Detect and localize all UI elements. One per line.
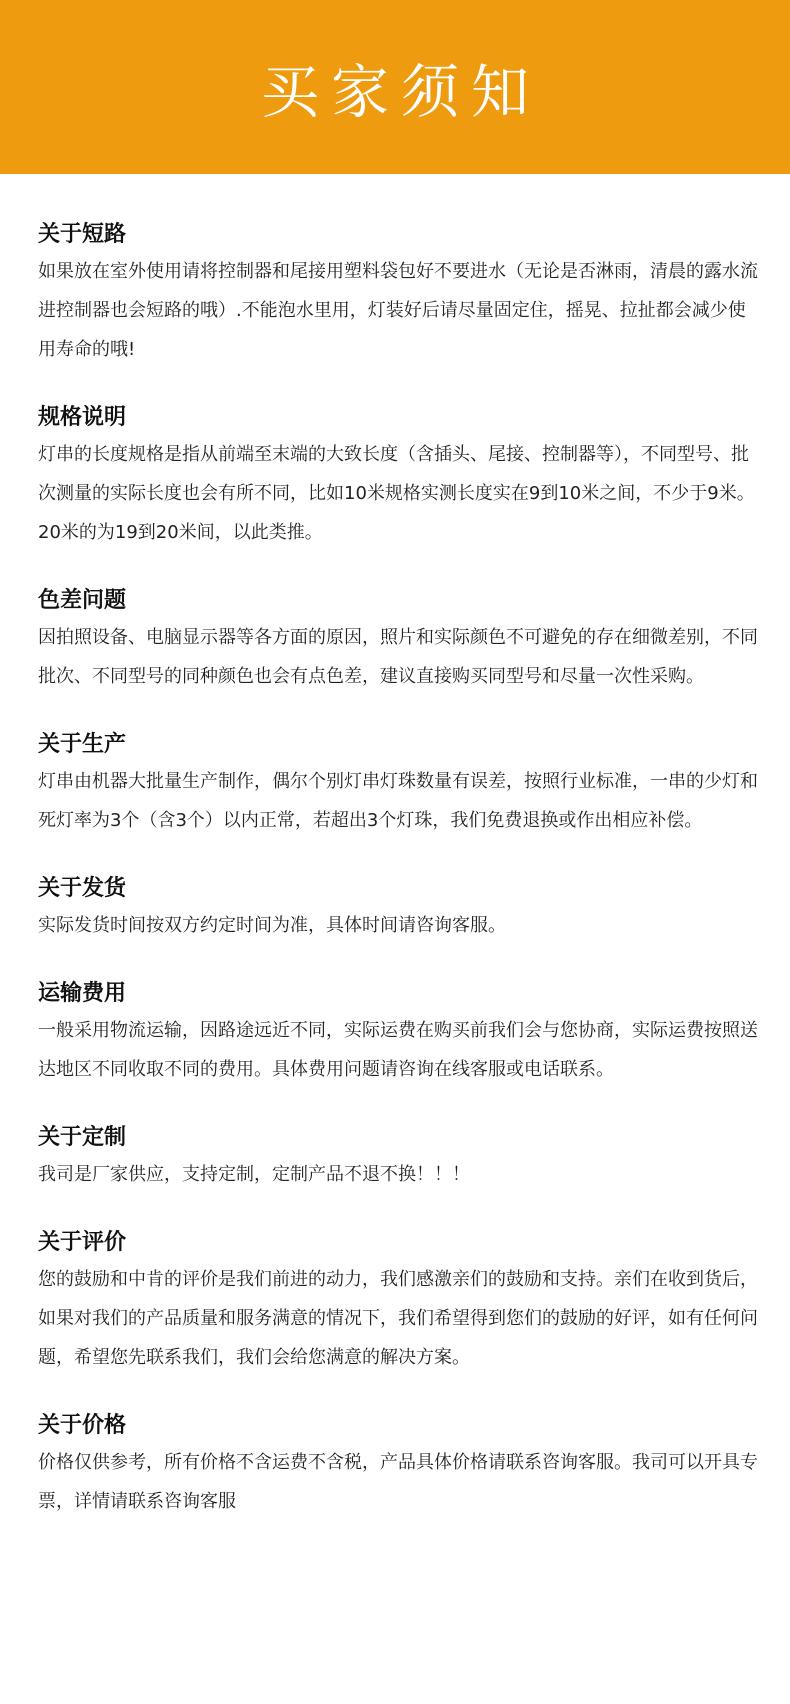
section-body: 您的鼓励和中肯的评价是我们前进的动力，我们感激亲们的鼓励和支持。亲们在收到货后，如果对我们的产品质量和服务满意的情况下，我们希望得到您们的鼓励的好评，如有任何问题，希望您先联系我们，我们会给您满意的解决方案。 [38, 1269, 758, 1368]
section-body: 灯串由机器大批量生产制作，偶尔个别灯串灯珠数量有误差，按照行业标准，一串的少灯和死灯率为3个（含3个）以内正常，若超出3个灯珠，我们免费退换或作出相应补偿。 [38, 771, 758, 831]
section-body: 灯串的长度规格是指从前端至末端的大致长度（含插头、尾接、控制器等），不同型号、批次测量的实际长度也会有所不同，比如10米规格实测长度实在9到10米之间，不少于9米。20米的为19到20米间，以此类推。 [38, 444, 755, 543]
header-banner [0, 0, 790, 174]
section-title: 关于生产 [38, 732, 127, 757]
section-freight [38, 979, 758, 1089]
section-customization [38, 1123, 758, 1194]
section-reviews [38, 1228, 758, 1377]
section-title: 关于发货 [38, 876, 127, 901]
section-price [38, 1411, 758, 1521]
section-title: 关于定制 [38, 1125, 127, 1150]
section-title: 色差问题 [38, 588, 127, 613]
section-body: 价格仅供参考，所有价格不含运费不含税，产品具体价格请联系咨询客服。我司可以开具专票，详情请联系咨询客服 [38, 1452, 758, 1512]
section-specification [38, 403, 758, 552]
section-title: 运输费用 [38, 981, 127, 1006]
section-title: 关于评价 [38, 1230, 127, 1255]
section-body: 我司是厂家供应，支持定制，定制产品不退不换！！！ [38, 1164, 470, 1185]
section-title: 规格说明 [38, 405, 127, 430]
section-body: 实际发货时间按双方约定时间为准，具体时间请咨询客服。 [38, 915, 506, 936]
section-body: 如果放在室外使用请将控制器和尾接用塑料袋包好不要进水（无论是否淋雨，清晨的露水流进控制器也会短路的哦）.不能泡水里用，灯装好后请尽量固定住，摇晃、拉扯都会减少使用寿命的哦! [38, 261, 758, 360]
section-short-circuit [38, 220, 758, 369]
section-shipping [38, 874, 758, 945]
section-production [38, 730, 758, 840]
notice-content [38, 220, 758, 1555]
section-body: 一般采用物流运输，因路途远近不同，实际运费在购买前我们会与您协商，实际运费按照送达地区不同收取不同的费用。具体费用问题请咨询在线客服或电话联系。 [38, 1020, 758, 1080]
section-color-difference [38, 586, 758, 696]
section-body: 因拍照设备、电脑显示器等各方面的原因，照片和实际颜色不可避免的存在细微差别，不同批次、不同型号的同种颜色也会有点色差，建议直接购买同型号和尽量一次性采购。 [38, 627, 758, 687]
section-title: 关于短路 [38, 222, 127, 247]
page-title: 买家须知 [260, 58, 541, 126]
section-title: 关于价格 [38, 1413, 127, 1438]
